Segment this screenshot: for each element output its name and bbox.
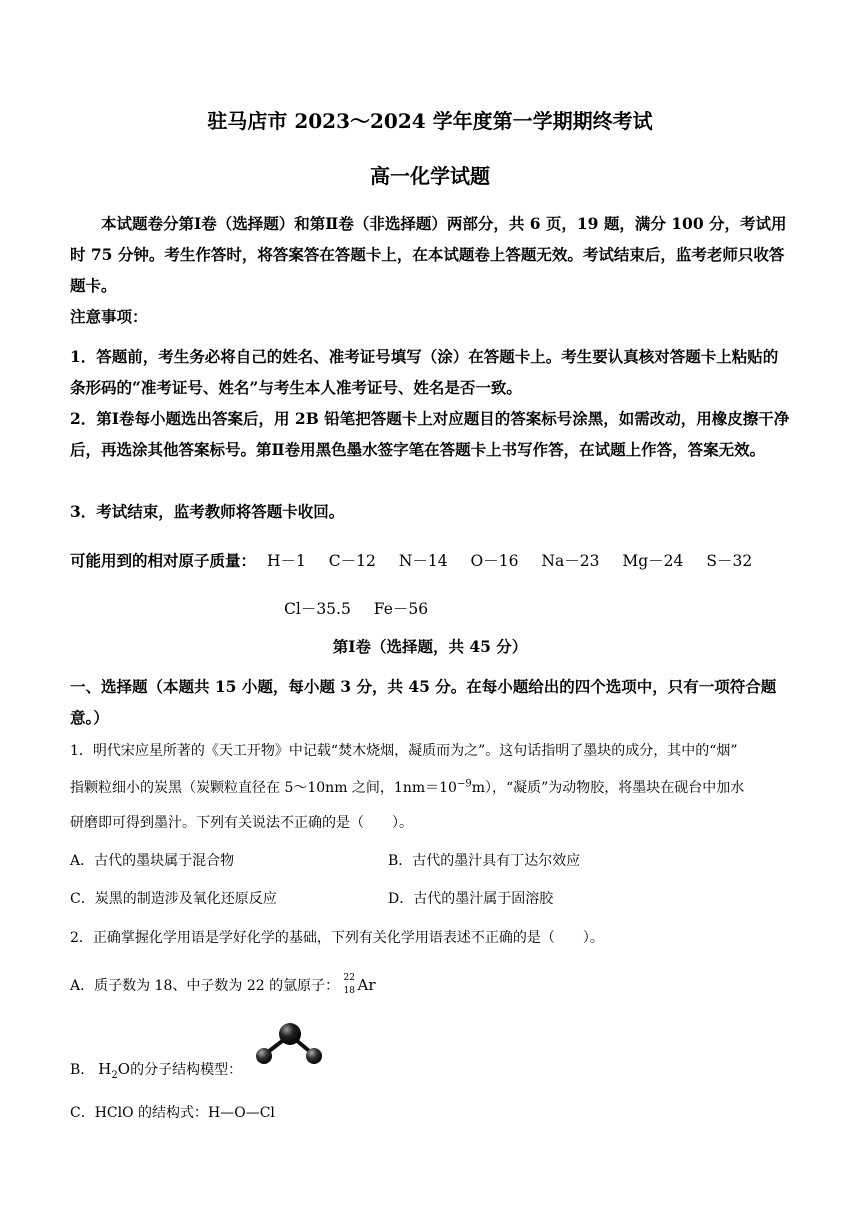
atomic-mass-line-2 xyxy=(284,597,428,619)
mass-s: S－32 xyxy=(706,552,753,570)
exam-subtitle: 高一化学试题 xyxy=(370,164,490,188)
mass-n: N－14 xyxy=(398,552,448,570)
water-molecule-model xyxy=(250,1018,330,1072)
notes-heading: 注意事项： xyxy=(70,307,148,326)
q2-option-a xyxy=(70,975,376,996)
q2-water-formula xyxy=(98,1060,131,1081)
q2-atomic-number: 18 xyxy=(343,986,355,996)
q1-option-b: B．古代的墨汁具有丁达尔效应 xyxy=(388,853,581,869)
mass-mg: Mg－24 xyxy=(622,552,684,570)
exam-title: 驻马店市 2023～2024 学年度第一学期期终考试 xyxy=(207,109,653,133)
hydrogen-atom-right xyxy=(306,1048,322,1064)
q1-stem-line-1: 1．明代宋应星所著的《天工开物》中记载“焚木烧烟，凝质而为之”。这句话指明了墨块的成分，其中的“烟” xyxy=(70,743,738,759)
q1-formula-exp: −9 xyxy=(456,778,472,790)
q1-formula-unit: m xyxy=(471,780,485,796)
q2-water-h: H xyxy=(98,1060,112,1078)
q1-option-d: D．古代的墨汁属于固溶胶 xyxy=(388,891,554,907)
mass-o: O－16 xyxy=(470,552,519,570)
intro-paragraph: 本试题卷分第Ⅰ卷（选择题）和第Ⅱ卷（非选择题）两部分，共 6 页，19 题，满分 100 分，考试用时 75 分钟。考生作答时，将答案答在答题卡上，在本试题卷上答题无效。考试结束后，监考老师只收答题卡。 xyxy=(70,214,787,295)
q2-mass-number: 22 xyxy=(343,973,355,983)
q2-option-c: C．HClO 的结构式：H—O—Cl xyxy=(70,1105,275,1121)
oxygen-atom xyxy=(279,1023,301,1045)
q1-option-a: A．古代的墨块属于混合物 xyxy=(70,853,235,869)
q2-option-b-prefix: B． xyxy=(70,1062,95,1078)
q2-option-b-text: 的分子结构模型： xyxy=(130,1062,243,1078)
mass-c: C－12 xyxy=(328,552,376,570)
q1-formula-base: 1nm＝10 xyxy=(393,780,457,796)
hydrogen-atom-left xyxy=(256,1048,272,1064)
q1-stem-line-2a: 指颗粒细小的炭黑（炭颗粒直径在 5～10nm 之间， xyxy=(70,780,394,796)
q1-option-c: C．炭黑的制造涉及氧化还原反应 xyxy=(70,891,277,907)
q1-stem-line-3: 研磨即可得到墨汁。下列有关说法不正确的是（ ）。 xyxy=(70,815,413,831)
q1-formula xyxy=(394,780,485,796)
q2-option-b xyxy=(70,1059,242,1081)
section-1-heading: 第Ⅰ卷（选择题，共 45 分） xyxy=(332,637,528,656)
q2-isotope-numbers xyxy=(343,973,358,996)
note-item-1: 1．答题前，考生务必将自己的姓名、准考证号填写（涂）在答题卡上。考生要认真核对答题卡上粘贴的条形码的“准考证号、姓名”与考生本人准考证号、姓名是否一致。 xyxy=(70,347,779,397)
mass-fe: Fe－56 xyxy=(373,600,429,618)
q1-stem-line-2b: ），“凝质”为动物胶，将墨块在砚台中加水 xyxy=(484,780,745,796)
mass-h: H－1 xyxy=(266,552,306,570)
note-item-2: 2．第Ⅰ卷每小题选出答案后，用 2B 铅笔把答题卡上对应题目的答案标号涂黑，如需改动，用橡皮擦干净后，再选涂其他答案标号。第Ⅱ卷用黑色墨水签字笔在答题卡上书写作答，在试题上作答，答案无效。 xyxy=(70,409,790,459)
mass-cl: Cl－35.5 xyxy=(284,600,351,618)
mass-na: Na－23 xyxy=(541,552,600,570)
q2-stem: 2．正确掌握化学用语是学好化学的基础，下列有关化学用语表述不正确的是（ ）。 xyxy=(70,930,604,946)
section-1-instruction: 一、选择题（本题共 15 小题，每小题 3 分，共 45 分。在每小题给出的四个选项中，只有一项符合题意。） xyxy=(70,677,777,727)
q2-option-a-text: A．质子数为 18、中子数为 22 的氩原子： xyxy=(70,978,340,994)
q1-stem-line-2 xyxy=(70,777,744,797)
q2-element-symbol: Ar xyxy=(357,976,376,994)
atomic-mass-label: 可能用到的相对原子质量： xyxy=(70,551,257,570)
q2-water-o: O xyxy=(117,1060,131,1078)
q2-water-sub: 2 xyxy=(111,1070,118,1081)
note-item-3: 3．考试结束，监考教师将答题卡收回。 xyxy=(70,502,345,521)
atomic-mass-line-1 xyxy=(70,549,752,571)
